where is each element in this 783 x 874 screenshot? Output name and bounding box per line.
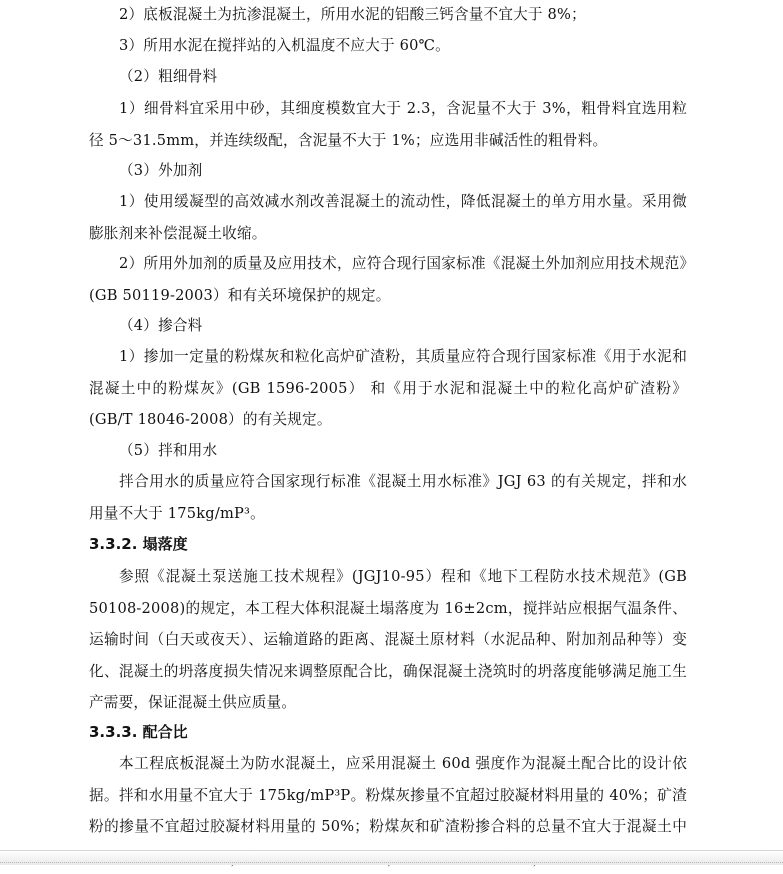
paragraph-7: 2）所用外加剂的质量及应用技术，应符合现行国家标准《混凝土外加剂应用技术规范》(GB 50119-2003）和有关环境保护的规定。 [89, 255, 687, 304]
paragraph-11: 拌合用水的质量应符合国家现行标准《混凝土用水标准》JGJ 63 的有关规定，拌和水用量不大于 175kg/mP³。 [89, 473, 687, 522]
paragraph-3: （2）粗细骨料 [119, 68, 218, 85]
section-heading-slump: 3.3.2. 塌落度 [89, 535, 188, 553]
paragraph-8: （4）掺合料 [119, 317, 203, 334]
paragraph-1: 2）底板混凝土为抗渗混凝土，所用水泥的铝酸三钙含量不宜大于 8%； [119, 6, 586, 23]
paragraph-slump: 参照《混凝土泵送施工技术规程》(JGJ10-95）程和《地下工程防水技术规范》(GB 50108-2008)的规定，本工程大体积混凝土塌落度为 16±2cm，搅拌站应根据气温条件、运输时间（白天或夜天）、运输道路的距离、混凝土原材料（水泥品种、附加剂品种等）变化、混凝土的坍落度损失情况来调整原配合比，确保混凝土浇筑时的坍落度能够满足施工生产需要，保证混凝土供应质量。 [89, 568, 687, 711]
paragraph-mix-ratio: 本工程底板混凝土为防水混凝土，应采用混凝土 60d 强度作为混凝土配合比的设计依据。拌和水用量不宜大于 175kg/mP³P。粉煤灰掺量不宜超过胶凝材料用量的 40%；矿渣粉的掺量不宜超过胶凝材料用量的 50%；粉煤灰和矿渣粉掺合料的总量不宜大于混凝土中 [89, 755, 687, 835]
paragraph-5: （3）外加剂 [119, 162, 203, 179]
paragraph-9: 1）掺加一定量的粉煤灰和粒化高炉矿渣粉，其质量应符合现行国家标准《用于水泥和混凝土中的粉煤灰》(GB 1596-2005） 和《用于水泥和混凝土中的粒化高炉矿渣粉》(GB/T 18046-2008）的有关规定。 [89, 348, 687, 428]
paragraph-4: 1）细骨料宜采用中砂，其细度模数宜大于 2.3，含泥量不大于 3%，粗骨料宜选用粒径 5～31.5mm，并连续级配，含泥量不大于 1%；应选用非碱活性的粗骨料。 [89, 100, 687, 149]
paragraph-6: 1）使用缓凝型的高效减水剂改善混凝土的流动性，降低混凝土的单方用水量。采用微膨胀剂来补偿混凝土收缩。 [89, 193, 687, 242]
section-heading-mix-ratio: 3.3.3. 配合比 [89, 723, 188, 741]
paragraph-10: （5）拌和用水 [119, 442, 218, 459]
page-bottom-divider [0, 858, 783, 863]
paragraph-2: 3）所用水泥在搅拌站的入机温度不应大于 60℃。 [119, 37, 450, 54]
